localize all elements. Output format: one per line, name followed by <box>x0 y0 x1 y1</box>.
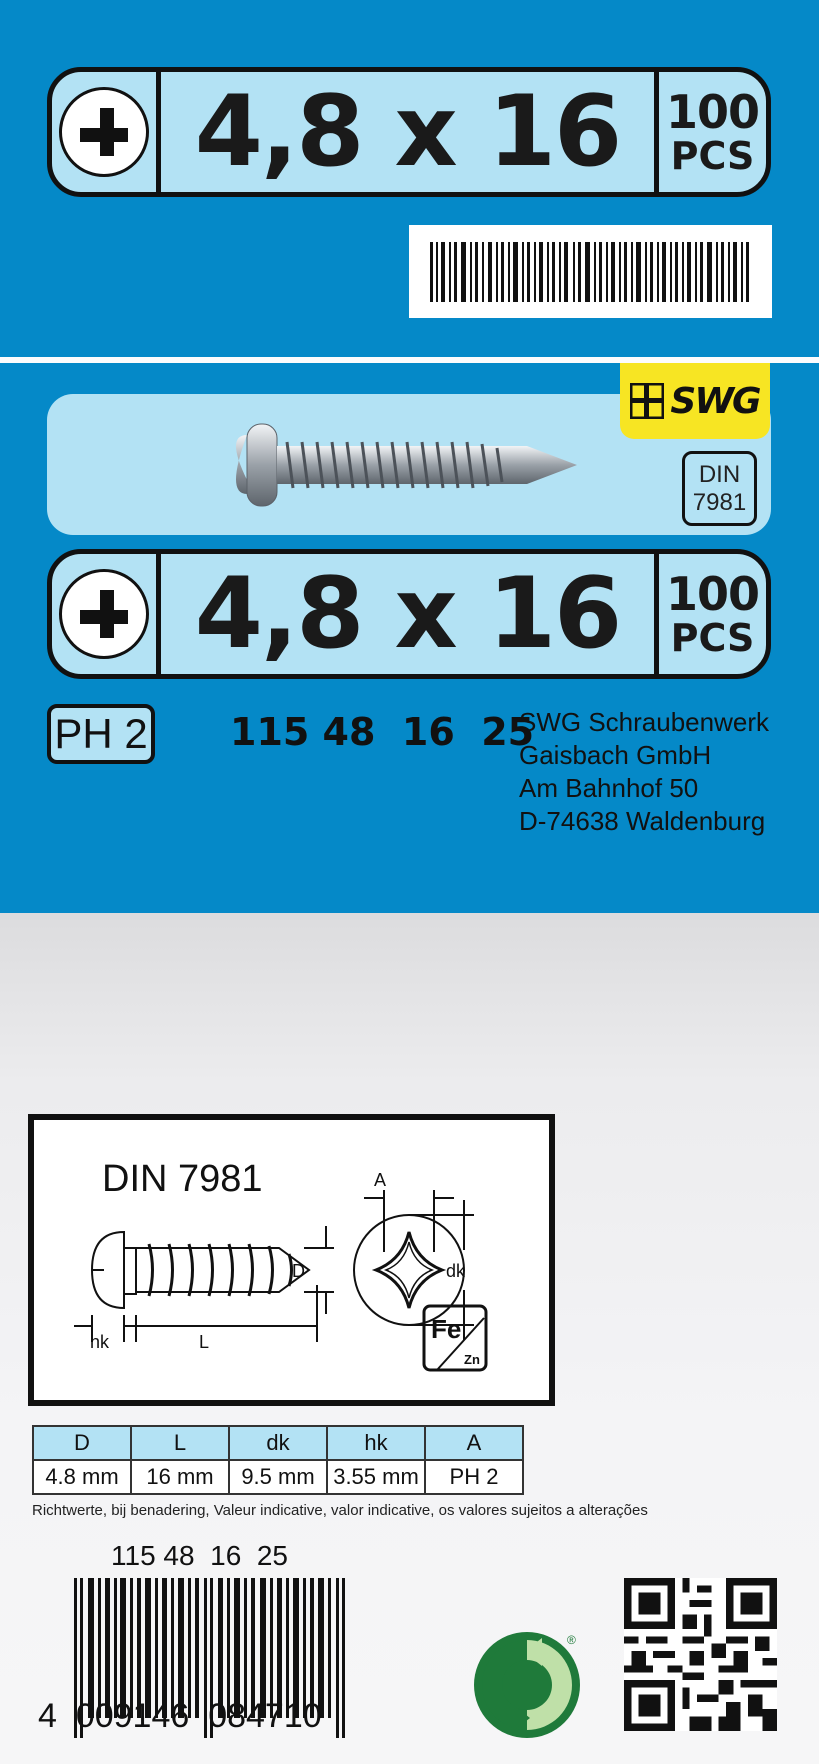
disclaimer-note: Richtwerte, bij benadering, Valeur indicative, valor indicative, os valores sujeitos a alterações <box>32 1502 648 1519</box>
table-cell: 16 mm <box>131 1460 229 1494</box>
ean-group-2: 084710 <box>208 1697 322 1735</box>
ean-first-digit: 4 <box>38 1697 57 1735</box>
phillips-drive-icon <box>59 569 149 659</box>
ean-article-number: 115 48 16 25 <box>111 1540 288 1571</box>
qr-code <box>624 1578 777 1731</box>
technical-drawing <box>28 1114 555 1406</box>
top-qty-number: 100 <box>665 85 760 139</box>
table-header-row <box>33 1426 523 1460</box>
din-number: 7981 <box>692 488 747 516</box>
top-size-text: 4,8 x 16 <box>161 72 659 192</box>
address-line-3: Am Bahnhof 50 <box>519 773 699 803</box>
address-line-1: SWG Schraubenwerk <box>519 707 769 737</box>
manufacturer-address <box>519 706 769 838</box>
article-number: 115 48 16 25 <box>230 710 535 754</box>
swg-emblem-icon <box>630 383 664 419</box>
dimension-table <box>32 1425 524 1495</box>
table-header-cell: A <box>425 1426 523 1460</box>
din-standard-badge <box>682 451 757 526</box>
ean-group-1: 009146 <box>75 1697 190 1735</box>
material-zn: Zn <box>464 1352 480 1367</box>
swg-logo <box>620 363 770 439</box>
screw-dimension-diagram <box>34 1120 549 1400</box>
green-dot-icon <box>472 1630 582 1740</box>
material-fe: Fe <box>431 1314 462 1344</box>
drive-type-badge: PH 2 <box>47 704 155 764</box>
main-qty-unit: PCS <box>670 616 755 660</box>
top-size-bar <box>47 67 771 197</box>
table-cell: PH 2 <box>425 1460 523 1494</box>
table-header-cell: D <box>33 1426 131 1460</box>
main-quantity <box>659 554 766 674</box>
table-header-cell: hk <box>327 1426 425 1460</box>
top-qty-unit: PCS <box>670 134 755 178</box>
phillips-drive-icon <box>59 87 149 177</box>
svg-text:®: ® <box>567 1633 576 1647</box>
main-size-text: 4,8 x 16 <box>161 554 659 674</box>
main-drive-cell <box>52 554 161 674</box>
ean-digits <box>38 1697 322 1736</box>
dim-label-l: L <box>199 1332 210 1352</box>
table-cell: 3.55 mm <box>327 1460 425 1494</box>
table-cell: 9.5 mm <box>229 1460 327 1494</box>
top-quantity <box>659 72 766 192</box>
table-header-cell: L <box>131 1426 229 1460</box>
top-drive-cell <box>52 72 161 192</box>
table-row <box>33 1460 523 1494</box>
din-label: DIN <box>698 460 741 488</box>
table-cell: 4.8 mm <box>33 1460 131 1494</box>
address-line-2: Gaisbach GmbH <box>519 740 712 770</box>
main-size-bar <box>47 549 771 679</box>
top-barcode-bars <box>428 242 753 302</box>
dim-label-d: D <box>292 1261 305 1281</box>
dim-label-a: A <box>374 1170 387 1190</box>
dim-label-hk: hk <box>90 1332 110 1352</box>
drawing-title: DIN 7981 <box>102 1158 263 1200</box>
table-header-cell: dk <box>229 1426 327 1460</box>
main-qty-number: 100 <box>665 567 760 621</box>
dim-label-dk: dk <box>446 1261 466 1281</box>
top-barcode <box>409 225 772 318</box>
brand-name: SWG <box>670 380 760 422</box>
address-line-4: D-74638 Waldenburg <box>519 806 766 836</box>
